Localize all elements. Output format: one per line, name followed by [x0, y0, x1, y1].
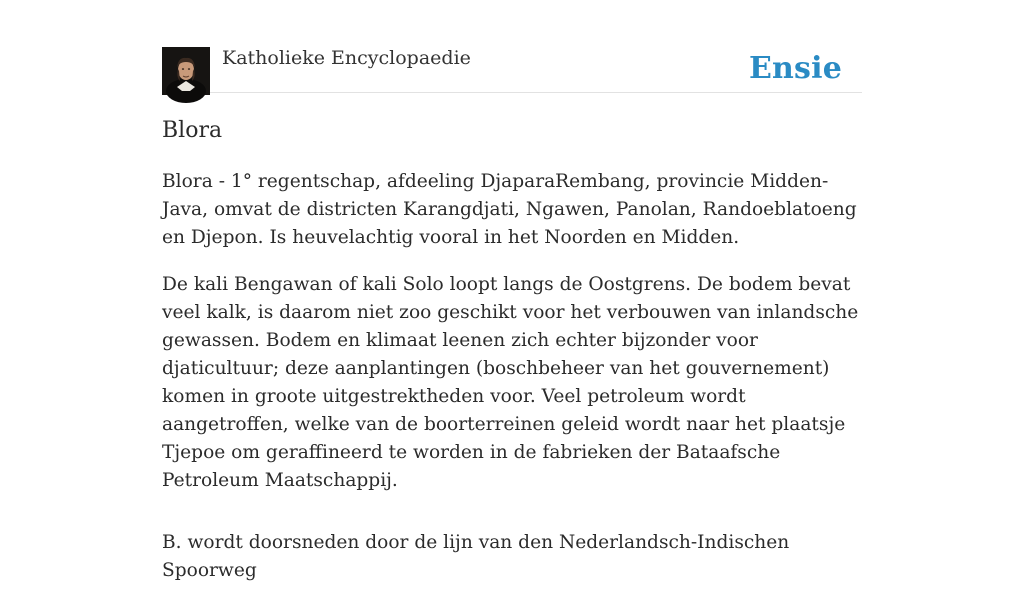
entry-content	[162, 168, 864, 604]
portrait-avatar[interactable]	[162, 47, 210, 95]
entry-paragraph: De kali Bengawan of kali Solo loopt langs de Oostgrens. De bodem bevat veel kalk, is daarom niet zoo geschikt voor het verbouwen van inlandsche gewassen. Bodem en klimaat leenen zich echter bijzonder voor djaticultuur; deze aanplantingen (boschbeheer van het gouvernement) komen in groote uitgestrektheden voor. Veel petroleum wordt aangetroffen, welke van de boorterreinen geleid wordt naar het plaatsje Tjepoe om geraffineerd te worden in de fabrieken der Bataafsche Petroleum Maatschappij.	[162, 274, 859, 491]
page-header	[162, 46, 862, 93]
brand-logo[interactable]: Ensie	[748, 51, 842, 86]
entry-paragraph: Blora - 1° regentschap, afdeeling DjaparaRembang, provincie Midden-Java, omvat de districten Karangdjati, Ngawen, Panolan, Randoeblatoeng en Djepon. Is heuvelachtig vooral in het Noorden en Midden.	[162, 171, 857, 248]
entry-paragraph: B. wordt doorsneden door de lijn van den Nederlandsch-Indischen Spoorweg	[162, 532, 790, 581]
portrait-icon	[162, 47, 210, 95]
source-title[interactable]: Katholieke Encyclopaedie	[222, 47, 471, 69]
entry-title: Blora	[162, 118, 223, 143]
